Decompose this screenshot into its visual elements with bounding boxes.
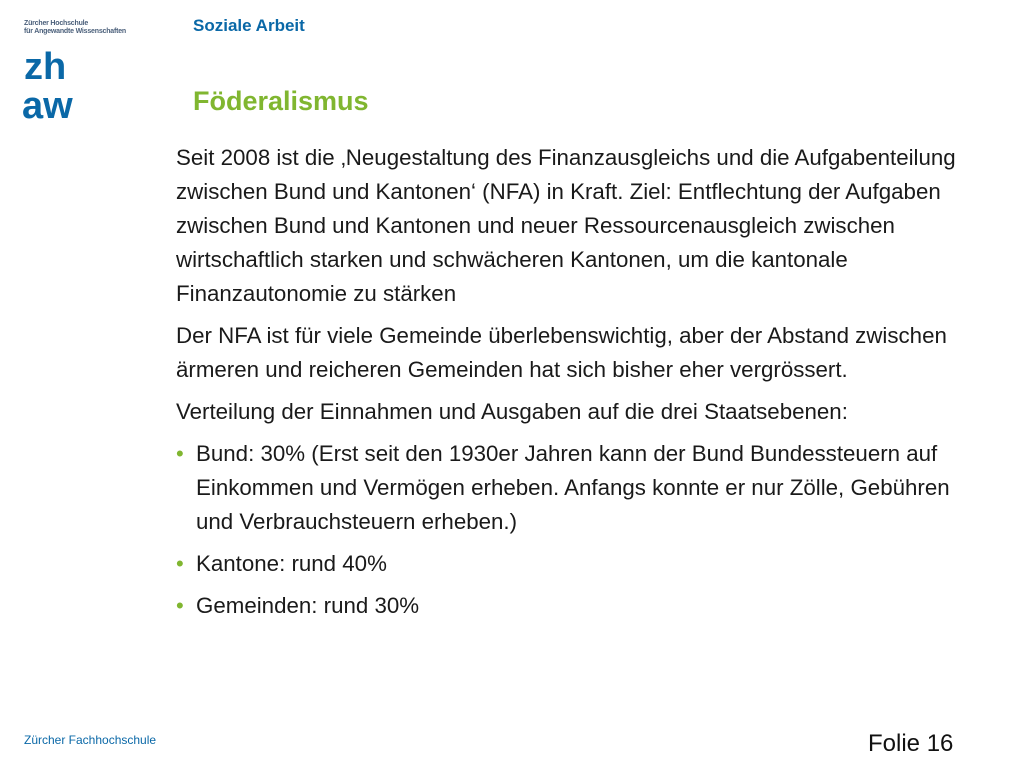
bullet-text: Kantone: rund 40% [196,551,387,576]
bullet-list [176,437,976,623]
bullet-icon: • [176,593,184,618]
bullet-icon: • [176,441,184,466]
bullet-item-gemeinden [176,589,976,623]
institution-name [24,20,126,36]
institution-line-1: Zürcher Hochschule [24,20,89,27]
paragraph-nfa-intro: Seit 2008 ist die ‚Neugestaltung des Finanzausgleichs und die Aufgabenteilung zwischen Bund und Kantonen‘ (NFA) in Kraft. Ziel: Entflechtung der Aufgaben zwischen Bund und Kantonen und neuer Ressourcenausgleich zwischen wirtschaftlich starken und schwächeren Kantonen, um die kantonale Finanzautonomie zu stärken [176,145,956,306]
logo-text-bottom: aw [22,85,73,122]
department-name: Soziale Arbeit [193,16,305,35]
bullet-text: Gemeinden: rund 30% [196,593,420,618]
bullet-text: Bund: 30% (Erst seit den 1930er Jahren kann der Bund Bundessteuern auf Einkommen und Vermögen erheben. Anfangs konnte er nur Zölle, Gebühren und Verbrauchsteuern erheben.) [196,441,950,534]
paragraph-distribution: Verteilung der Einnahmen und Ausgaben auf die drei Staatsebenen: [176,399,848,424]
logo-text-top: zh [24,46,67,88]
bullet-item-bund [176,437,976,539]
slide-content [176,141,976,631]
slide-title: Föderalismus [193,86,369,116]
zhaw-logo [22,44,100,122]
bullet-item-kantone [176,547,976,581]
institution-line-2: für Angewandte Wissenschaften [24,28,127,35]
footer-school: Zürcher Fachhochschule [24,733,157,747]
bullet-icon: • [176,551,184,576]
paragraph-nfa-impact: Der NFA ist für viele Gemeinde überlebenswichtig, aber der Abstand zwischen ärmeren und reicheren Gemeinden hat sich bisher eher vergrössert. [176,323,947,382]
slide-number: Folie 16 [868,730,954,757]
